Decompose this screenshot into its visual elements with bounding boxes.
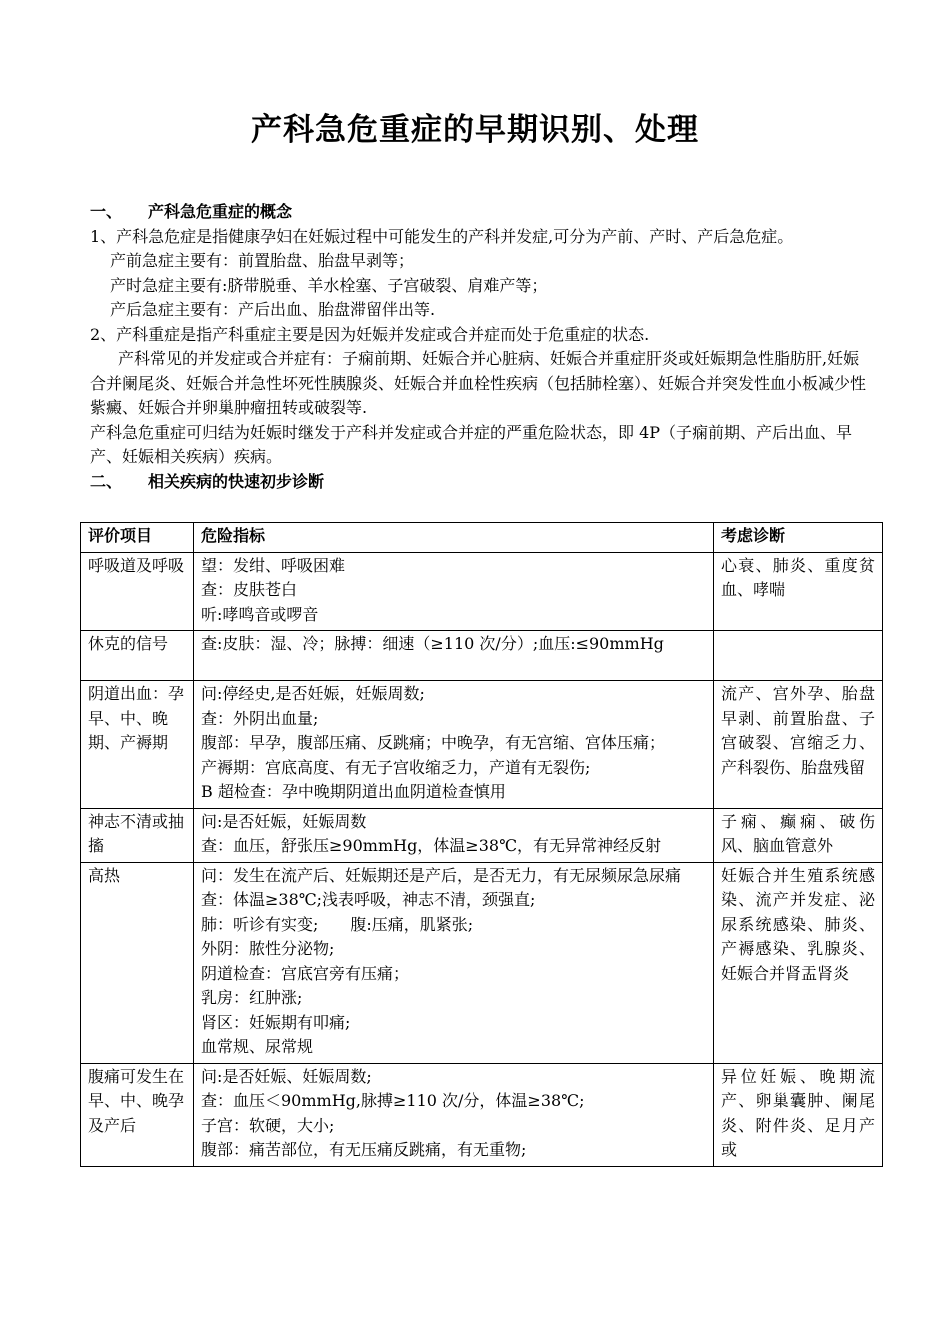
section-number: 二、 bbox=[90, 471, 123, 491]
indicator-line: 问:停经史,是否妊娠，妊娠周数; bbox=[201, 684, 425, 703]
cell-indicators bbox=[194, 1063, 714, 1166]
cell-item: 休克的信号 bbox=[81, 631, 194, 681]
cell-item: 阴道出血：孕早、中、晚期、产褥期 bbox=[81, 681, 194, 809]
table-row bbox=[81, 552, 883, 631]
indicator-line: 查：皮肤苍白 bbox=[201, 580, 298, 599]
indicator-line: 望：发绀、呼吸困难 bbox=[201, 555, 346, 575]
indicator-line: 产褥期：宫底高度、有无子宫收缩乏力，产道有无裂伤; bbox=[201, 757, 591, 777]
section-number: 一、 bbox=[90, 202, 123, 221]
cell-diagnosis bbox=[714, 631, 883, 681]
cell-item: 呼吸道及呼吸 bbox=[81, 552, 194, 631]
indicator-line: 问:是否妊娠，妊娠周数 bbox=[201, 811, 367, 831]
paragraph: 产科急危重症可归结为妊娠时继发于产科并发症或合并症的严重危险状态，即 4P（子痫前期、产后出血、早产、妊娠相关疾病）疾病。 bbox=[90, 422, 853, 466]
cell-item: 高热 bbox=[81, 862, 194, 1063]
indicator-line: 肾区：妊娠期有叩痛; bbox=[201, 1012, 351, 1032]
indicator-line: 查：血压＜90mmHg,脉搏≥110 次/分，体温≥38℃; bbox=[201, 1091, 585, 1110]
indicator-line: 子宫：软硬，大小; bbox=[201, 1115, 335, 1135]
table-row bbox=[81, 631, 883, 681]
document-body bbox=[90, 200, 866, 494]
cell-item: 神志不清或抽搐 bbox=[81, 808, 194, 862]
diagnosis-table bbox=[80, 522, 883, 1167]
indicator-line: 查：外阴出血量; bbox=[201, 708, 319, 728]
table-row bbox=[81, 1063, 883, 1166]
paragraph: 1、产科急危症是指健康孕妇在妊娠过程中可能发生的产科并发症,可分为产前、产时、产后急危症。 bbox=[90, 226, 794, 246]
section-heading-1 bbox=[90, 200, 866, 225]
column-header-indicators: 危险指标 bbox=[194, 523, 714, 553]
cell-indicators bbox=[194, 552, 714, 631]
table-row bbox=[81, 808, 883, 862]
cell-indicators bbox=[194, 681, 714, 809]
paragraph: 2、产科重症是指产科重症主要是因为妊娠并发症或合并症而处于危重症的状态. bbox=[90, 324, 650, 344]
indicator-line: 腹部：痛苦部位，有无压痛反跳痛，有无重物; bbox=[201, 1140, 527, 1159]
table-row bbox=[81, 862, 883, 1063]
indicator-line: 问：发生在流产后、妊娠期还是产后，是否无力，有无尿频尿急尿痛 bbox=[201, 865, 682, 885]
indicator-line: 腹部：早孕，腹部压痛、反跳痛；中晚孕，有无宫缩、宫体压痛； bbox=[201, 733, 666, 752]
section-title: 产科急危重症的概念 bbox=[148, 202, 293, 221]
cell-diagnosis: 心衰、肺炎、重度贫血、哮喘 bbox=[714, 552, 883, 631]
cell-indicators bbox=[194, 808, 714, 862]
table-row bbox=[81, 681, 883, 809]
indicator-line: 查:皮肤：湿、冷；脉搏：细速（≥110 次/分）;血压:≤90mmHg bbox=[201, 634, 664, 653]
paragraph: 产后急症主要有：产后出血、胎盘滞留伴出等. bbox=[110, 300, 436, 319]
paragraph: 产科常见的并发症或合并症有：子痫前期、妊娠合并心脏病、妊娠合并重症肝炎或妊娠期急性脂肪肝,妊娠合并阑尾炎、妊娠合并急性坏死性胰腺炎、妊娠合并血栓性疾病（包括肺栓塞）、妊娠合并突发性血小板减少性紫癜、妊娠合并卵巢肿瘤扭转或破裂等. bbox=[90, 349, 867, 417]
indicator-line: 乳房：红肿涨; bbox=[201, 988, 303, 1007]
cell-diagnosis: 流产、宫外孕、胎盘早剥、前置胎盘、子宫破裂、宫缩乏力、产科裂伤、胎盘残留 bbox=[714, 681, 883, 809]
cell-indicators bbox=[194, 631, 714, 681]
indicator-line: 查：体温≥38℃;浅表呼吸，神志不清，颈强直; bbox=[201, 890, 536, 909]
indicator-line: 血常规、尿常规 bbox=[201, 1037, 314, 1056]
page-title: 产科急危重症的早期识别、处理 bbox=[251, 112, 699, 148]
table-header-row bbox=[81, 523, 883, 553]
cell-diagnosis: 子痫、癫痫、破伤风、脑血管意外 bbox=[714, 808, 883, 862]
column-header-diagnosis: 考虑诊断 bbox=[714, 523, 883, 553]
indicator-line: 肺：听诊有实变; 腹:压痛，肌紧张; bbox=[201, 914, 474, 934]
cell-diagnosis: 妊娠合并生殖系统感染、流产并发症、泌尿系统感染、肺炎、产褥感染、乳腺炎、妊娠合并肾盂肾炎 bbox=[714, 862, 883, 1063]
section-heading-2 bbox=[90, 470, 866, 495]
indicator-line: 阴道检查：宫底宫旁有压痛； bbox=[201, 963, 410, 983]
paragraph: 产前急症主要有：前置胎盘、胎盘早剥等； bbox=[110, 251, 415, 270]
indicator-line: B 超检查：孕中晚期阴道出血阴道检查慎用 bbox=[201, 782, 506, 801]
paragraph: 产时急症主要有:脐带脱垂、羊水栓塞、子宫破裂、肩难产等； bbox=[110, 275, 548, 295]
indicator-line: 问:是否妊娠、妊娠周数; bbox=[201, 1066, 372, 1086]
cell-item: 腹痛可发生在早、中、晚孕及产后 bbox=[81, 1063, 194, 1166]
indicator-line: 听:哮鸣音或啰音 bbox=[201, 604, 319, 624]
section-title: 相关疾病的快速初步诊断 bbox=[148, 471, 325, 491]
cell-diagnosis: 异位妊娠、晚期流产、卵巢囊肿、阑尾炎、附件炎、足月产或 bbox=[714, 1063, 883, 1166]
column-header-item: 评价项目 bbox=[81, 523, 194, 553]
indicator-line: 外阴：脓性分泌物; bbox=[201, 939, 335, 958]
cell-indicators bbox=[194, 862, 714, 1063]
indicator-line: 查：血压，舒张压≥90mmHg，体温≥38℃，有无异常神经反射 bbox=[201, 836, 661, 855]
